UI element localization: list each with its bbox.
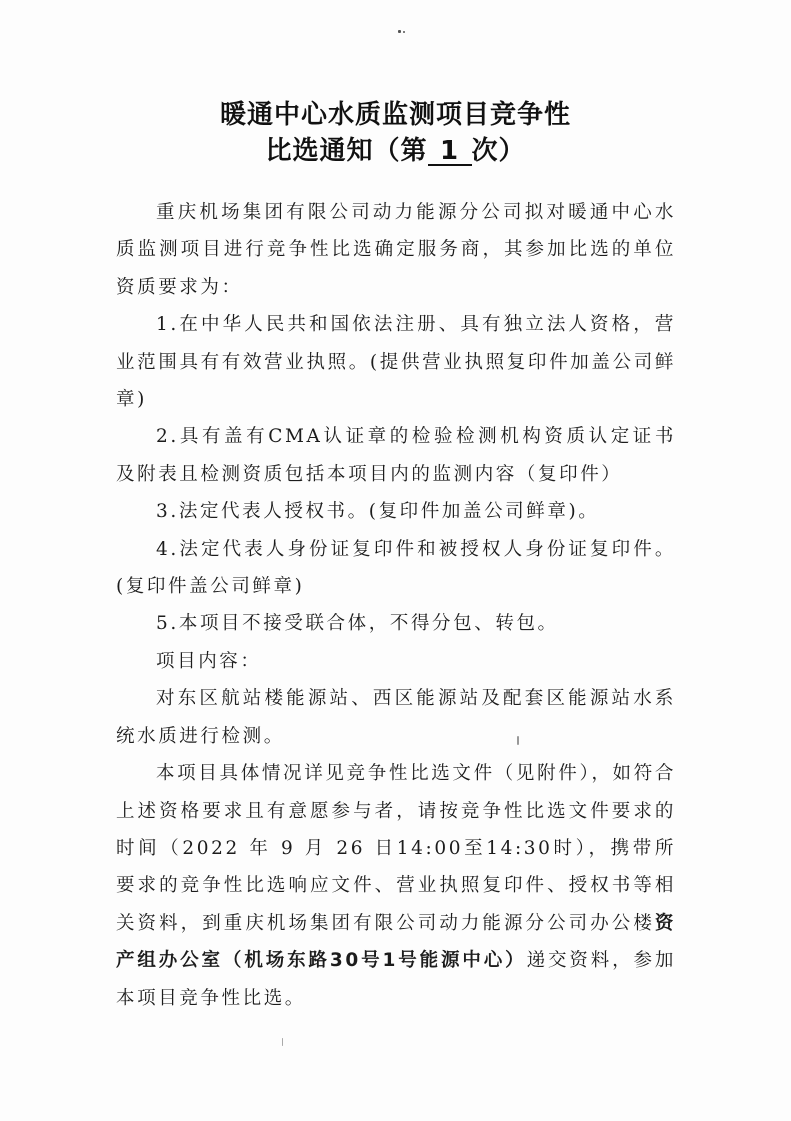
project-content-heading: 项目内容： [156, 650, 262, 672]
requirement-2: 2.具有盖有CMA认证章的检验检测机构资质认定证书及附表且检测资质包括本项目内的监测内容（复印件） [116, 426, 676, 485]
requirement-5: 5.本项目不接受联合体，不得分包、转包。 [156, 613, 559, 635]
title-round-number: 1 [428, 138, 472, 166]
title-suffix: 次） [471, 136, 526, 166]
document-body [116, 194, 676, 1017]
submission-location: 资产组办公室（机场东路30号1号能源中心） [116, 912, 676, 972]
requirement-1: 1.在中华人民共和国依法注册、具有独立法人资格，营业范围具有有效营业执照。(提供营业执照复印件加盖公司鲜章) [116, 314, 676, 411]
closing-paragraph [116, 755, 676, 1017]
document-title-line1: 暖通中心水质监测项目竞争性 [219, 100, 571, 130]
project-content-text: 对东区航站楼能源站、西区能源站及配套区能源站水系统水质进行检测。 [116, 688, 676, 747]
requirement-4: 4.法定代表人身份证复印件和被授权人身份证复印件。(复印件盖公司鲜章) [116, 538, 676, 598]
scan-speck [403, 31, 405, 33]
intro-paragraph: 重庆机场集团有限公司动力能源分公司拟对暖通中心水质监测项目进行竞争性比选确定服务商，其参加比选的单位资质要求为： [116, 202, 676, 298]
requirement-3: 3.法定代表人授权书。(复印件加盖公司鲜章)。 [156, 501, 600, 523]
title-prefix: 比选通知（第 [265, 136, 428, 166]
document-title-line2 [0, 130, 791, 167]
scan-speck [398, 30, 401, 33]
closing-text-1: 本项目具体情况详见竞争性比选文件（见附件），如符合上述资格要求且有意愿参与者，请按竞争性比选文件要求的时间（2022 年 9 月 26 日14:00至14:30时），携带所要求的竞争性比选响应文件、营业执照复印件、授权书等相关资料，到重庆机场集团有限公司动力能源分公司办公楼 [116, 763, 676, 934]
closing-text-2: 递交资料，参加本项目竞争性比选。 [116, 950, 677, 1009]
scan-speck [282, 1038, 283, 1046]
